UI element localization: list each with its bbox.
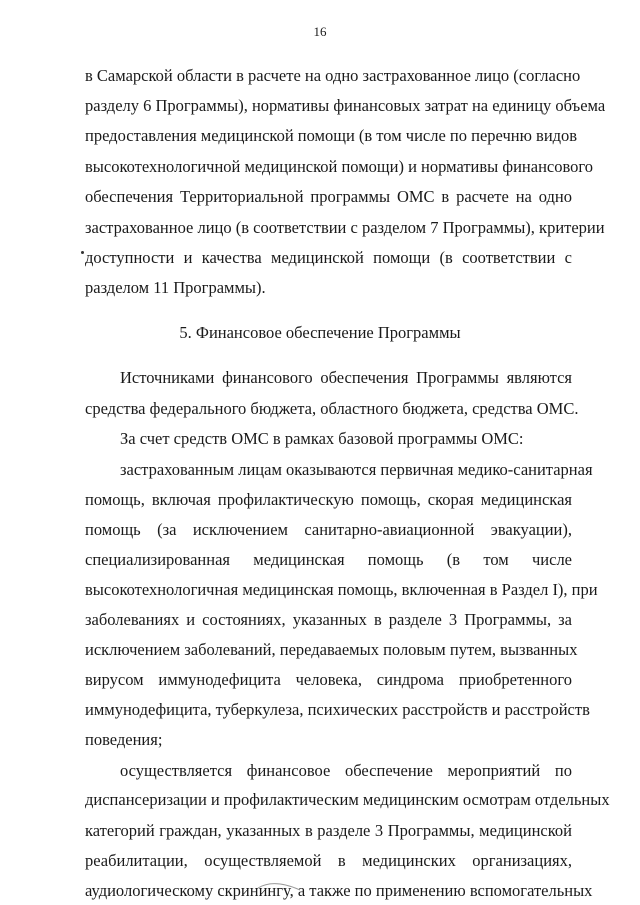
text-line: разделом 11 Программы). [85,277,266,297]
text-line: специализированная медицинская помощь (в том числе [85,550,572,570]
text-line: реабилитации, осуществляемой в медицинских организациях, [85,851,572,871]
text-line: высокотехнологичная медицинская помощь, включенная в Раздел I), при [85,579,598,599]
text-line: осуществляется финансовое обеспечение мероприятий по [120,760,572,780]
text-line: застрахованное лицо (в соответствии с разделом 7 Программы), критерии [85,217,605,237]
text-line: высокотехнологичной медицинской помощи) и нормативы финансового [85,156,594,176]
text-line: предоставления медицинской помощи (в том числе по перечню видов [85,126,578,146]
text-line: категорий граждан, указанных в разделе 3 Программы, медицинской [85,820,572,840]
text-line: Источниками финансового обеспечения Программы являются [120,368,572,388]
text-line: обеспечения Территориальной программы ОМС в расчете на одно [85,187,572,206]
section-heading: 5. Финансовое обеспечение Программы [179,322,461,342]
page-number: 16 [313,24,327,39]
text-line: иммунодефицита, туберкулеза, психических расстройств и расстройств [85,699,590,719]
text-line: диспансеризации и профилактическим медицинским осмотрам отдельных [85,790,610,810]
text-line: в Самарской области в расчете на одно застрахованное лицо (согласно [85,66,581,85]
text-line: вирусом иммунодефицита человека, синдрома приобретенного [85,670,572,690]
text-line: За счет средств ОМС в рамках базовой программы ОМС: [120,429,524,449]
text-line: заболеваниях и состояниях, указанных в разделе 3 Программы, за [85,610,572,630]
text-line: средства федерального бюджета, областного бюджета, средства ОМС. [85,398,579,418]
text-line: разделу 6 Программы), нормативы финансовых затрат на единицу объема [85,95,606,115]
text-line: исключением заболеваний, передаваемых половым путем, вызванных [85,639,578,659]
text-line: поведения; [85,730,163,750]
text-line: доступности и качества медицинской помощи (в соответствии с [85,248,572,267]
text-line: помощь, включая профилактическую помощь, скорая медицинская [85,490,572,510]
text-line: аудиологическому скринингу, а также по применению вспомогательных [85,881,593,900]
text-line: помощь (за исключением санитарно-авиационной эвакуации), [85,519,572,539]
ink-smudge [256,880,304,896]
scan-speck [81,251,84,254]
text-line: застрахованным лицам оказываются первичная медико-санитарная [120,459,593,479]
